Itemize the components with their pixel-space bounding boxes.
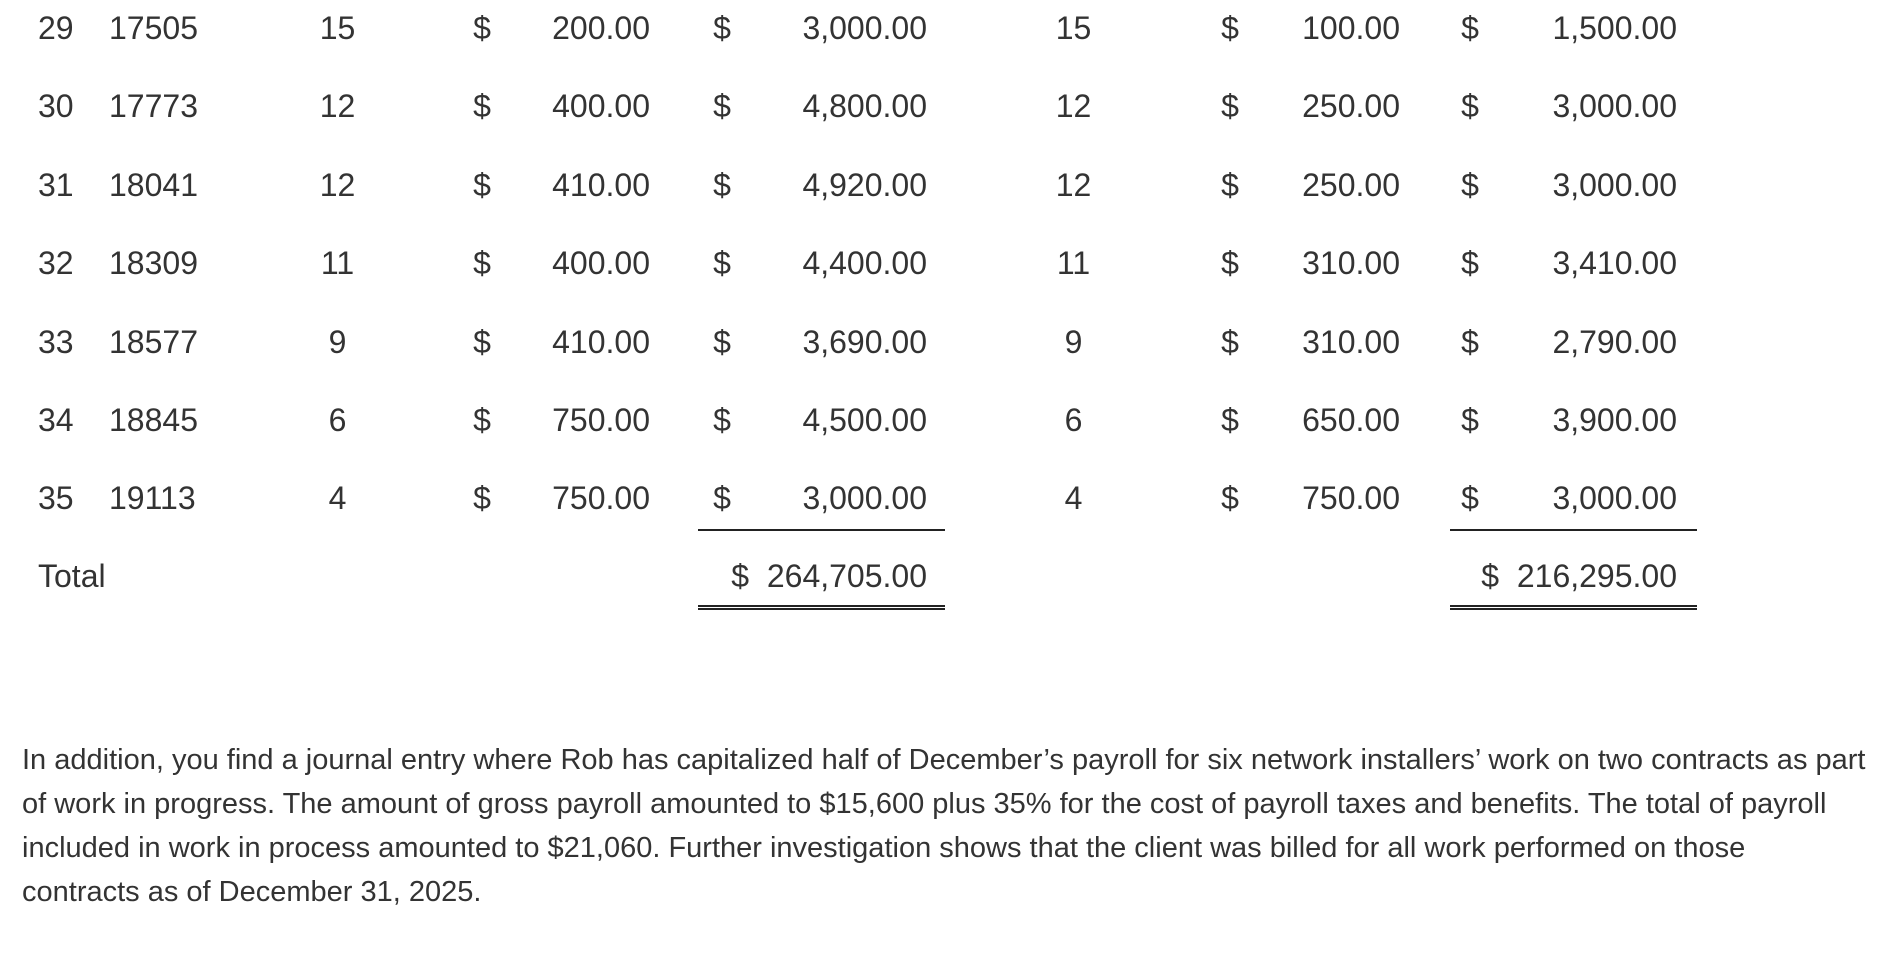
table-row	[0, 473, 1881, 523]
amount-cost: 3,000.00	[1552, 167, 1677, 203]
invoice-number: 18577	[109, 324, 198, 360]
quantity-billed: 11	[320, 245, 355, 281]
row-number: 29	[38, 10, 74, 46]
row-number: 35	[38, 480, 74, 516]
amount-billed: 4,500.00	[802, 402, 927, 438]
dollar-sign: $	[473, 167, 491, 203]
amount-cost: 3,900.00	[1552, 402, 1677, 438]
amount-billed: 3,000.00	[802, 10, 927, 46]
amount-billed: 4,800.00	[802, 88, 927, 124]
table-row	[0, 317, 1881, 367]
subtotal-rule	[1450, 529, 1697, 531]
amount-billed: 4,920.00	[802, 167, 927, 203]
invoice-number: 18309	[109, 245, 198, 281]
subtotal-rule	[698, 529, 945, 531]
case-paragraph: In addition, you find a journal entry where Rob has capitalized half of December’s payroll for six network installers’ work on two contracts as part of work in progress. The amount of gross payroll amounted to $15,600 plus 35% for the cost of payroll taxes and benefits. The total of payroll included in work in process amounted to $21,060. Further investigation shows that the client was billed for all work performed on those contracts as of December 31, 2025.	[22, 744, 1866, 908]
dollar-sign: $	[713, 10, 731, 46]
amount-cost: 1,500.00	[1552, 10, 1677, 46]
dollar-sign: $	[1221, 10, 1239, 46]
quantity-cost: 12	[1055, 88, 1092, 124]
unit-price-billed: 410.00	[552, 324, 650, 360]
grand-total-double-rule	[1450, 605, 1697, 610]
invoice-number: 18845	[109, 402, 198, 438]
quantity-cost: 9	[1064, 324, 1083, 360]
row-number: 32	[38, 245, 74, 281]
dollar-sign: $	[713, 167, 731, 203]
grand-total-double-rule	[698, 605, 945, 610]
table-row	[0, 395, 1881, 445]
dollar-sign: $	[713, 480, 731, 516]
table-row	[0, 3, 1881, 53]
row-number: 30	[38, 88, 74, 124]
unit-cost: 650.00	[1302, 402, 1400, 438]
quantity-billed: 9	[328, 324, 347, 360]
unit-cost: 750.00	[1302, 480, 1400, 516]
dollar-sign: $	[1461, 10, 1479, 46]
dollar-sign: $	[1461, 324, 1479, 360]
dollar-sign: $	[1461, 480, 1479, 516]
amount-cost: 3,410.00	[1552, 245, 1677, 281]
dollar-sign: $	[1221, 480, 1239, 516]
invoice-number: 18041	[109, 167, 198, 203]
dollar-sign: $	[1461, 402, 1479, 438]
quantity-cost: 11	[1056, 245, 1091, 281]
quantity-billed: 4	[328, 480, 347, 516]
amount-cost: 2,790.00	[1552, 324, 1677, 360]
unit-price-billed: 200.00	[552, 10, 650, 46]
quantity-billed: 6	[328, 402, 347, 438]
dollar-sign: $	[1461, 245, 1479, 281]
row-number: 33	[38, 324, 74, 360]
quantity-billed: 15	[319, 10, 356, 46]
quantity-cost: 15	[1055, 10, 1092, 46]
total-label: Total	[38, 558, 106, 594]
dollar-sign: $	[713, 245, 731, 281]
dollar-sign: $	[713, 324, 731, 360]
unit-cost: 250.00	[1302, 88, 1400, 124]
unit-cost: 100.00	[1302, 10, 1400, 46]
unit-cost: 250.00	[1302, 167, 1400, 203]
unit-price-billed: 750.00	[552, 402, 650, 438]
unit-price-billed: 410.00	[552, 167, 650, 203]
unit-price-billed: 400.00	[552, 245, 650, 281]
table-row	[0, 238, 1881, 288]
quantity-billed: 12	[319, 167, 356, 203]
dollar-sign: $	[473, 88, 491, 124]
dollar-sign: $	[1221, 245, 1239, 281]
dollar-sign: $	[473, 245, 491, 281]
amount-billed: 3,000.00	[802, 480, 927, 516]
total-row	[0, 551, 1881, 601]
dollar-sign: $	[473, 480, 491, 516]
table-row	[0, 160, 1881, 210]
dollar-sign: $	[473, 10, 491, 46]
unit-price-billed: 400.00	[552, 88, 650, 124]
quantity-cost: 12	[1055, 167, 1092, 203]
dollar-sign: $	[473, 324, 491, 360]
dollar-sign: $	[1461, 167, 1479, 203]
row-number: 31	[38, 167, 74, 203]
amount-cost: 3,000.00	[1552, 480, 1677, 516]
row-number: 34	[38, 402, 74, 438]
dollar-sign: $	[1221, 402, 1239, 438]
unit-cost: 310.00	[1302, 245, 1400, 281]
invoice-number: 17773	[109, 88, 198, 124]
dollar-sign: $	[1461, 88, 1479, 124]
invoice-number: 17505	[109, 10, 198, 46]
grand-total-cost: $ 216,295.00	[1481, 558, 1677, 594]
dollar-sign: $	[1221, 167, 1239, 203]
dollar-sign: $	[1221, 324, 1239, 360]
quantity-cost: 6	[1064, 402, 1083, 438]
amount-billed: 4,400.00	[802, 245, 927, 281]
amount-cost: 3,000.00	[1552, 88, 1677, 124]
table-row	[0, 81, 1881, 131]
grand-total-billed: $ 264,705.00	[731, 558, 927, 594]
unit-cost: 310.00	[1302, 324, 1400, 360]
dollar-sign: $	[473, 402, 491, 438]
amount-billed: 3,690.00	[802, 324, 927, 360]
dollar-sign: $	[1221, 88, 1239, 124]
dollar-sign: $	[713, 88, 731, 124]
dollar-sign: $	[713, 402, 731, 438]
quantity-billed: 12	[319, 88, 356, 124]
quantity-cost: 4	[1064, 480, 1083, 516]
invoice-number: 19113	[109, 480, 196, 516]
unit-price-billed: 750.00	[552, 480, 650, 516]
